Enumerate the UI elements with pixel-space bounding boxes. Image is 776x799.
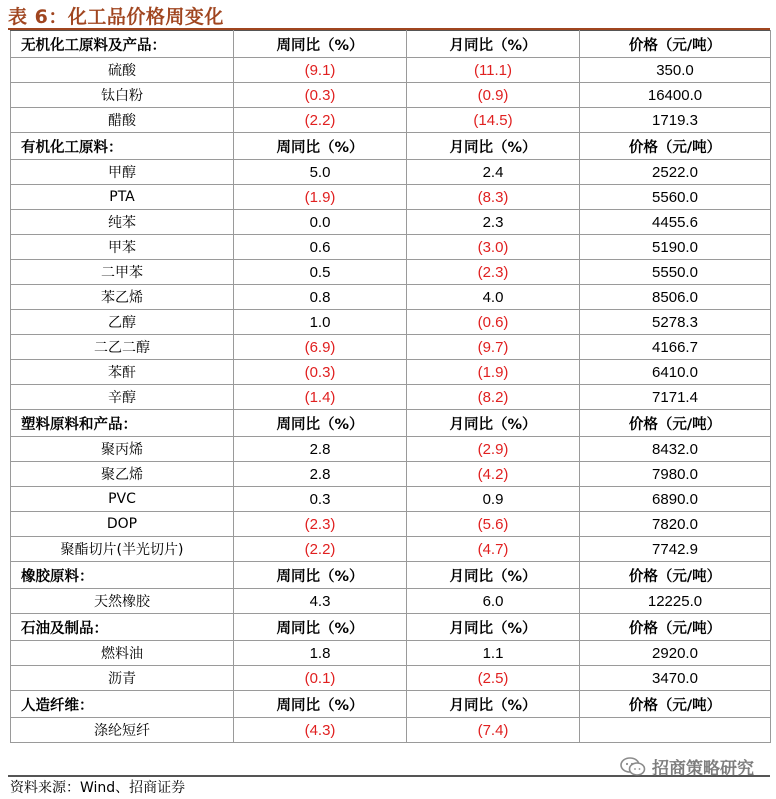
product-name: 天然橡胶 (11, 589, 234, 614)
column-header: 周同比（%） (234, 133, 407, 160)
price-value: 4455.6 (580, 210, 771, 235)
source-note: 资料来源：Wind、招商证券 (10, 780, 186, 796)
product-name: 涤纶短纤 (11, 718, 234, 743)
month-change: (0.6) (407, 310, 580, 335)
price-value: 5550.0 (580, 260, 771, 285)
month-change: (4.2) (407, 462, 580, 487)
price-value (580, 718, 771, 743)
week-change: (0.1) (234, 666, 407, 691)
column-header: 周同比（%） (234, 562, 407, 589)
section-header-row (11, 562, 771, 589)
week-change: 2.8 (234, 437, 407, 462)
table-row (11, 210, 771, 235)
month-change: (1.9) (407, 360, 580, 385)
price-value: 12225.0 (580, 589, 771, 614)
product-name: 沥青 (11, 666, 234, 691)
week-change: (1.9) (234, 185, 407, 210)
watermark-text: 招商策略研究 (652, 759, 754, 779)
month-change: (7.4) (407, 718, 580, 743)
price-value: 4166.7 (580, 335, 771, 360)
week-change: 1.0 (234, 310, 407, 335)
table-row (11, 537, 771, 562)
column-header: 月同比（%） (407, 562, 580, 589)
month-change: (2.9) (407, 437, 580, 462)
week-change: 4.3 (234, 589, 407, 614)
week-change: 5.0 (234, 160, 407, 185)
month-change: (0.9) (407, 83, 580, 108)
week-change: 0.8 (234, 285, 407, 310)
price-value: 8432.0 (580, 437, 771, 462)
table-row (11, 285, 771, 310)
product-name: 苯酐 (11, 360, 234, 385)
table-row (11, 437, 771, 462)
product-name: PVC (11, 487, 234, 512)
column-header: 价格（元/吨） (580, 31, 771, 58)
category-label: 无机化工原料及产品： (11, 31, 234, 58)
table-row (11, 310, 771, 335)
month-change: 1.1 (407, 641, 580, 666)
section-header-row (11, 133, 771, 160)
month-change: (3.0) (407, 235, 580, 260)
table-row (11, 512, 771, 537)
price-value: 7980.0 (580, 462, 771, 487)
section-header-row (11, 410, 771, 437)
month-change: 0.9 (407, 487, 580, 512)
week-change: (6.9) (234, 335, 407, 360)
week-change: 2.8 (234, 462, 407, 487)
product-name: 二乙二醇 (11, 335, 234, 360)
week-change: 0.5 (234, 260, 407, 285)
product-name: 醋酸 (11, 108, 234, 133)
category-label: 人造纤维： (11, 691, 234, 718)
table-row (11, 185, 771, 210)
table-row (11, 589, 771, 614)
week-change: (0.3) (234, 83, 407, 108)
table-row (11, 235, 771, 260)
week-change: 1.8 (234, 641, 407, 666)
section-header-row (11, 31, 771, 58)
section-header-row (11, 691, 771, 718)
column-header: 周同比（%） (234, 31, 407, 58)
table-row (11, 160, 771, 185)
month-change: 2.4 (407, 160, 580, 185)
price-value: 6890.0 (580, 487, 771, 512)
product-name: 甲苯 (11, 235, 234, 260)
price-table (10, 30, 771, 743)
table-row (11, 718, 771, 743)
column-header: 价格（元/吨） (580, 614, 771, 641)
price-value: 6410.0 (580, 360, 771, 385)
product-name: 辛醇 (11, 385, 234, 410)
price-value: 7820.0 (580, 512, 771, 537)
price-value: 350.0 (580, 58, 771, 83)
week-change: (2.2) (234, 108, 407, 133)
week-change: (2.2) (234, 537, 407, 562)
week-change: 0.0 (234, 210, 407, 235)
price-value: 5560.0 (580, 185, 771, 210)
month-change: (14.5) (407, 108, 580, 133)
column-header: 周同比（%） (234, 614, 407, 641)
price-value: 3470.0 (580, 666, 771, 691)
table-row (11, 641, 771, 666)
week-change: 0.6 (234, 235, 407, 260)
price-value: 16400.0 (580, 83, 771, 108)
month-change: (5.6) (407, 512, 580, 537)
month-change: 6.0 (407, 589, 580, 614)
table-row (11, 260, 771, 285)
price-value: 5278.3 (580, 310, 771, 335)
month-change: 4.0 (407, 285, 580, 310)
table-row (11, 666, 771, 691)
week-change: (0.3) (234, 360, 407, 385)
product-name: 聚乙烯 (11, 462, 234, 487)
product-name: 苯乙烯 (11, 285, 234, 310)
month-change: (11.1) (407, 58, 580, 83)
category-label: 石油及制品： (11, 614, 234, 641)
watermark (620, 754, 754, 779)
column-header: 价格（元/吨） (580, 410, 771, 437)
column-header: 月同比（%） (407, 691, 580, 718)
product-name: DOP (11, 512, 234, 537)
product-name: PTA (11, 185, 234, 210)
product-name: 硫酸 (11, 58, 234, 83)
month-change: (8.2) (407, 385, 580, 410)
table-row (11, 335, 771, 360)
price-value: 1719.3 (580, 108, 771, 133)
column-header: 周同比（%） (234, 691, 407, 718)
price-value: 8506.0 (580, 285, 771, 310)
price-value: 2522.0 (580, 160, 771, 185)
table-row (11, 385, 771, 410)
product-name: 二甲苯 (11, 260, 234, 285)
column-header: 价格（元/吨） (580, 133, 771, 160)
month-change: 2.3 (407, 210, 580, 235)
month-change: (8.3) (407, 185, 580, 210)
table-row (11, 360, 771, 385)
category-label: 有机化工原料： (11, 133, 234, 160)
month-change: (2.5) (407, 666, 580, 691)
product-name: 燃料油 (11, 641, 234, 666)
price-value: 5190.0 (580, 235, 771, 260)
product-name: 钛白粉 (11, 83, 234, 108)
wechat-icon (620, 757, 646, 777)
price-value: 2920.0 (580, 641, 771, 666)
category-label: 塑料原料和产品： (11, 410, 234, 437)
category-label: 橡胶原料： (11, 562, 234, 589)
price-value: 7742.9 (580, 537, 771, 562)
month-change: (9.7) (407, 335, 580, 360)
week-change: (9.1) (234, 58, 407, 83)
product-name: 乙醇 (11, 310, 234, 335)
column-header: 月同比（%） (407, 410, 580, 437)
column-header: 月同比（%） (407, 31, 580, 58)
column-header: 价格（元/吨） (580, 691, 771, 718)
week-change: (4.3) (234, 718, 407, 743)
month-change: (2.3) (407, 260, 580, 285)
product-name: 聚丙烯 (11, 437, 234, 462)
table-row (11, 108, 771, 133)
column-header: 周同比（%） (234, 410, 407, 437)
week-change: (1.4) (234, 385, 407, 410)
column-header: 月同比（%） (407, 133, 580, 160)
table-title: 表 6：化工品价格周变化 (8, 6, 224, 28)
table-row (11, 58, 771, 83)
week-change: (2.3) (234, 512, 407, 537)
product-name: 纯苯 (11, 210, 234, 235)
month-change: (4.7) (407, 537, 580, 562)
price-value: 7171.4 (580, 385, 771, 410)
column-header: 月同比（%） (407, 614, 580, 641)
price-table-body (11, 31, 771, 743)
table-row (11, 83, 771, 108)
week-change: 0.3 (234, 487, 407, 512)
product-name: 聚酯切片(半光切片) (11, 537, 234, 562)
product-name: 甲醇 (11, 160, 234, 185)
table-row (11, 462, 771, 487)
table-row (11, 487, 771, 512)
column-header: 价格（元/吨） (580, 562, 771, 589)
section-header-row (11, 614, 771, 641)
